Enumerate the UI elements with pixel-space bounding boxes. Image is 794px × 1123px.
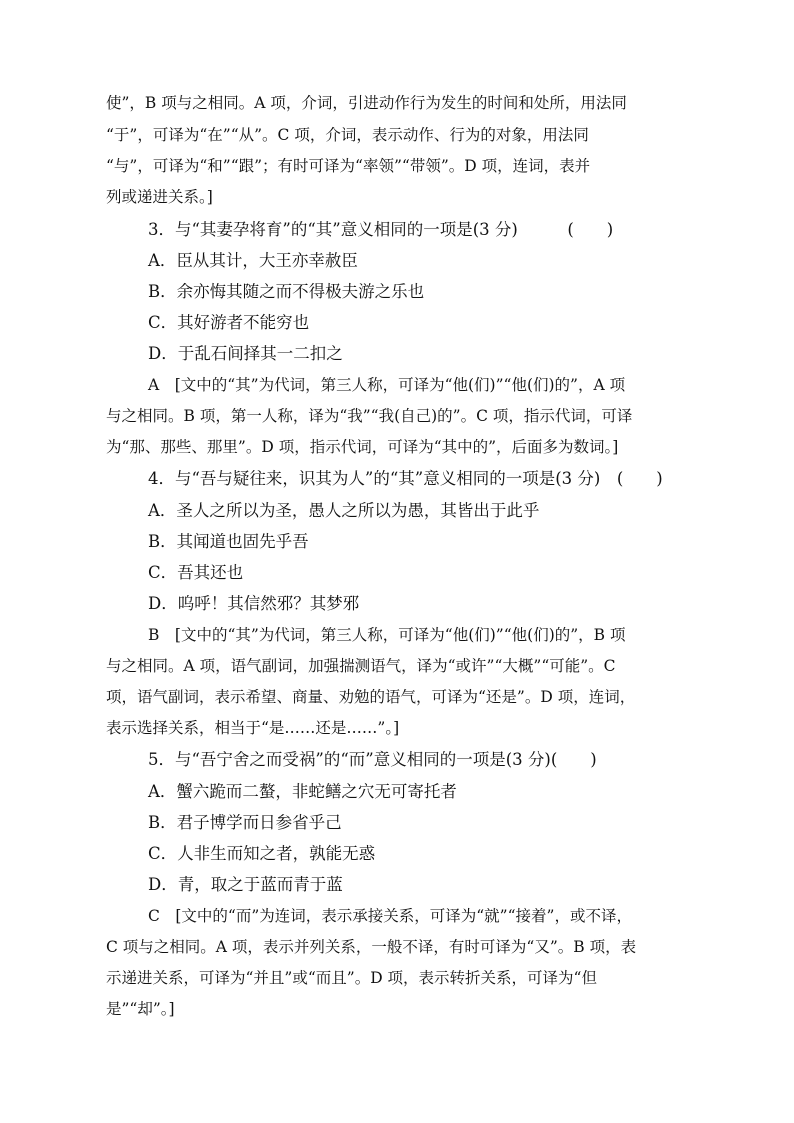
option-b: B．其闻道也固先乎吾 xyxy=(148,532,309,551)
answer-explanation-line: 与之相同。A 项，语气副词，加强揣测语气，译为“或许”“大概”“可能”。C xyxy=(106,657,616,675)
question-stem: 5．与“吾宁舍之而受祸”的“而”意义相同的一项是(3 分)( ) xyxy=(148,750,597,769)
option-a: A．圣人之所以为圣，愚人之所以为愚，其皆出于此乎 xyxy=(148,501,540,520)
option-d: D．于乱石间择其一二扣之 xyxy=(148,344,343,363)
answer-explanation-line: C 项与之相同。A 项，表示并列关系，一般不译，有时可译为“又”。B 项，表 xyxy=(106,938,637,956)
answer-explanation-line: 为“那、那些、那里”。D 项，指示代词，可译为“其中的”，后面多为数词。] xyxy=(106,438,619,456)
option-d: D．青，取之于蓝而青于蓝 xyxy=(148,875,343,894)
answer-explanation-line: B [文中的“其”为代词，第三人称，可译为“他(们)”“他(们)的”，B 项 xyxy=(148,626,626,644)
answer-explanation-line: 是”“却”。] xyxy=(106,1000,175,1018)
answer-explanation-line: A [文中的“其”为代词，第三人称，可译为“他(们)”“他(们)的”，A 项 xyxy=(148,376,626,394)
option-a: A．臣从其计，大王亦幸赦臣 xyxy=(148,251,358,270)
question-stem: 3．与“其妻孕将育”的“其”意义相同的一项是(3 分) ( ) xyxy=(148,220,614,239)
option-d: D．呜呼！其信然邪？其梦邪 xyxy=(148,594,360,613)
answer-explanation-line: C [文中的“而”为连词，表示承接关系，可译为“就”“接着”，或不译， xyxy=(148,907,632,925)
option-c: C．吾其还也 xyxy=(148,563,244,582)
option-c: C．其好游者不能穷也 xyxy=(148,313,310,332)
option-a: A．蟹六跪而二螯，非蛇鳝之穴无可寄托者 xyxy=(148,782,457,801)
option-b: B．君子博学而日参省乎己 xyxy=(148,813,342,832)
answer-continuation-line: “于”，可译为“在”“从”。C 项，介词，表示动作、行为的对象，用法同 xyxy=(106,126,589,144)
answer-continuation-line: 列或递进关系。] xyxy=(106,188,213,206)
answer-explanation-line: 项，语气副词，表示希望、商量、劝勉的语气，可译为“还是”。D 项，连词， xyxy=(106,688,636,706)
answer-explanation-line: 表示选择关系，相当于“是……还是……”。] xyxy=(106,719,400,737)
question-stem: 4．与“吾与疑往来，识其为人”的“其”意义相同的一项是(3 分) ( ) xyxy=(148,469,663,488)
answer-continuation-line: 使”，B 项与之相同。A 项，介词，引进动作行为发生的时间和处所，用法同 xyxy=(106,94,627,112)
option-b: B．余亦悔其随之而不得极夫游之乐也 xyxy=(148,282,425,301)
answer-continuation-line: “与”，可译为“和”“跟”；有时可译为“率领”“带领”。D 项，连词，表并 xyxy=(106,157,591,175)
answer-explanation-line: 与之相同。B 项，第一人称，译为“我”“我(自己)的”。C 项，指示代词，可译 xyxy=(106,407,633,425)
answer-explanation-line: 示递进关系，可译为“并且”或“而且”。D 项，表示转折关系，可译为“但 xyxy=(106,969,597,987)
option-c: C．人非生而知之者，孰能无惑 xyxy=(148,844,376,863)
